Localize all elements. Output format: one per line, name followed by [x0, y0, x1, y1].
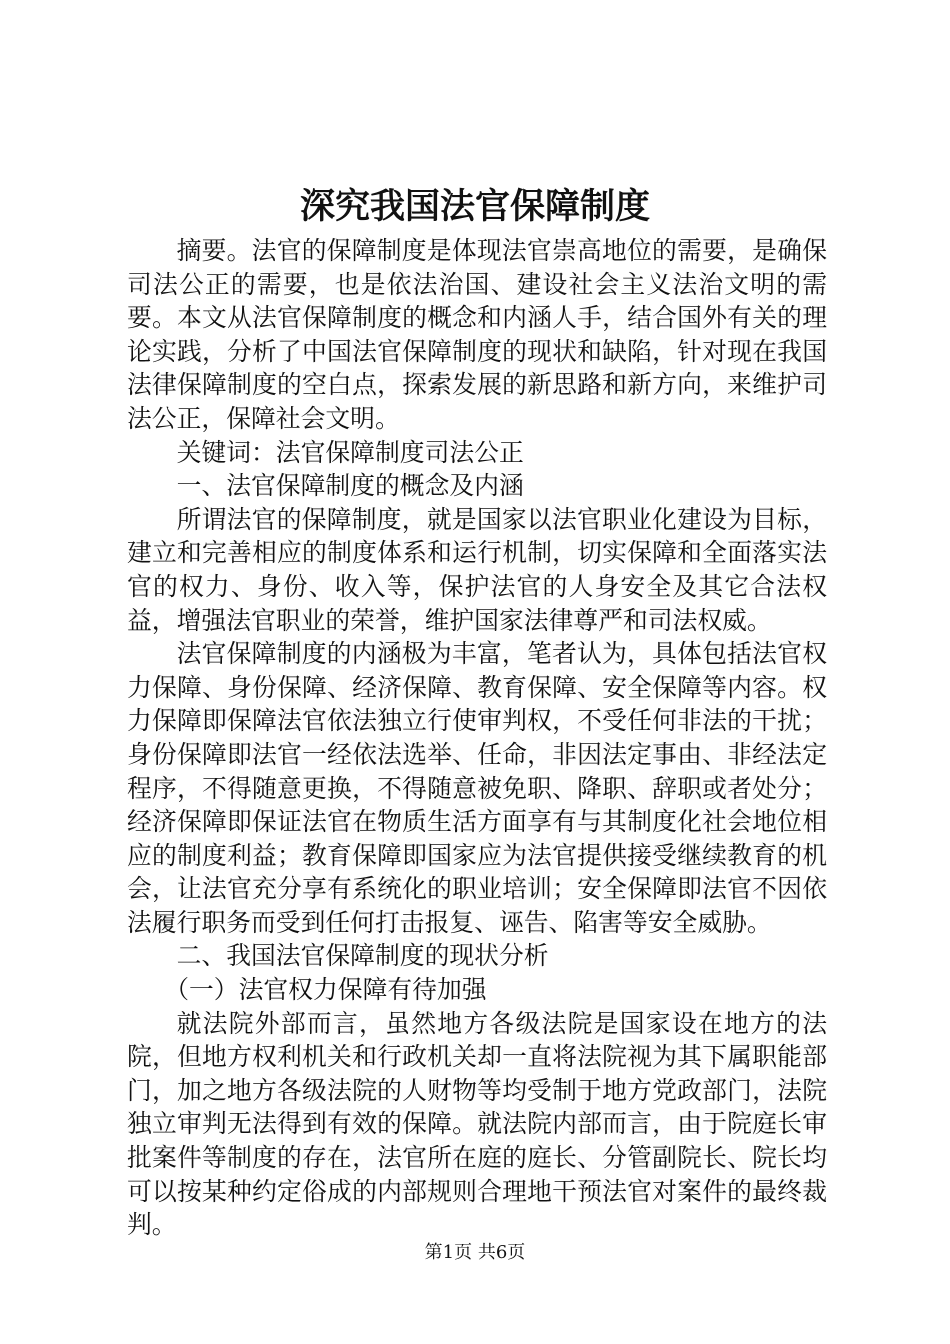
subsection-heading-1: （一）法官权力保障有待加强 — [164, 975, 487, 1005]
body-paragraph: 所谓法官的保障制度，就是国家以法官职业化建设为目标，建立和完善相应的制度体系和运行机制，切实保障和全面落实法官的权力、身份、收入等，保护法官的人身安全及其它合法权益，增强法官职业的荣誉，维护国家法律尊严和司法权威。 — [127, 504, 827, 635]
page-footer: 第1页 共6页 — [424, 1242, 526, 1263]
keywords-line: 关键词：法官保障制度司法公正 — [176, 437, 524, 467]
document-body — [127, 234, 827, 1242]
body-paragraph: 就法院外部而言，虽然地方各级法院是国家设在地方的法院，但地方权利机关和行政机关却一直将法院视为其下属职能部门，加之地方各级法院的人财物等均受制于地方党政部门，法院独立审判无法得到有效的保障。就法院内部而言，由于院庭长审批案件等制度的存在，法官所在庭的庭长、分管副院长、院长均可以按某种约定俗成的内部规则合理地干预法官对案件的最终裁判。 — [127, 1008, 827, 1240]
section-heading-1: 一、法官保障制度的概念及内涵 — [176, 471, 524, 501]
abstract-paragraph: 摘要。法官的保障制度是体现法官崇高地位的需要，是确保司法公正的需要，也是依法治国、建设社会主义法治文明的需要。本文从法官保障制度的概念和内涵人手，结合国外有关的理论实践，分析了中国法官保障制度的现状和缺陷，针对现在我国法律保障制度的空白点，探索发展的新思路和新方向，来维护司法公正，保障社会文明。 — [127, 236, 827, 433]
body-paragraph: 法官保障制度的内涵极为丰富，笔者认为，具体包括法官权力保障、身份保障、经济保障、教育保障、安全保障等内容。权力保障即保障法官依法独立行使审判权，不受任何非法的干扰；身份保障即法官一经依法选举、任命，非因法定事由、非经法定程序，不得随意更换，不得随意被免职、降职、辞职或者处分；经济保障即保证法官在物质生活方面享有与其制度化社会地位相应的制度利益；教育保障即国家应为法官提供接受继续教育的机会，让法官充分享有系统化的职业培训；安全保障即法官不因依法履行职务而受到任何打击报复、诬告、陷害等安全威胁。 — [127, 639, 827, 937]
document-title: 深究我国法官保障制度 — [299, 186, 650, 227]
section-heading-2: 二、我国法官保障制度的现状分析 — [176, 941, 549, 971]
